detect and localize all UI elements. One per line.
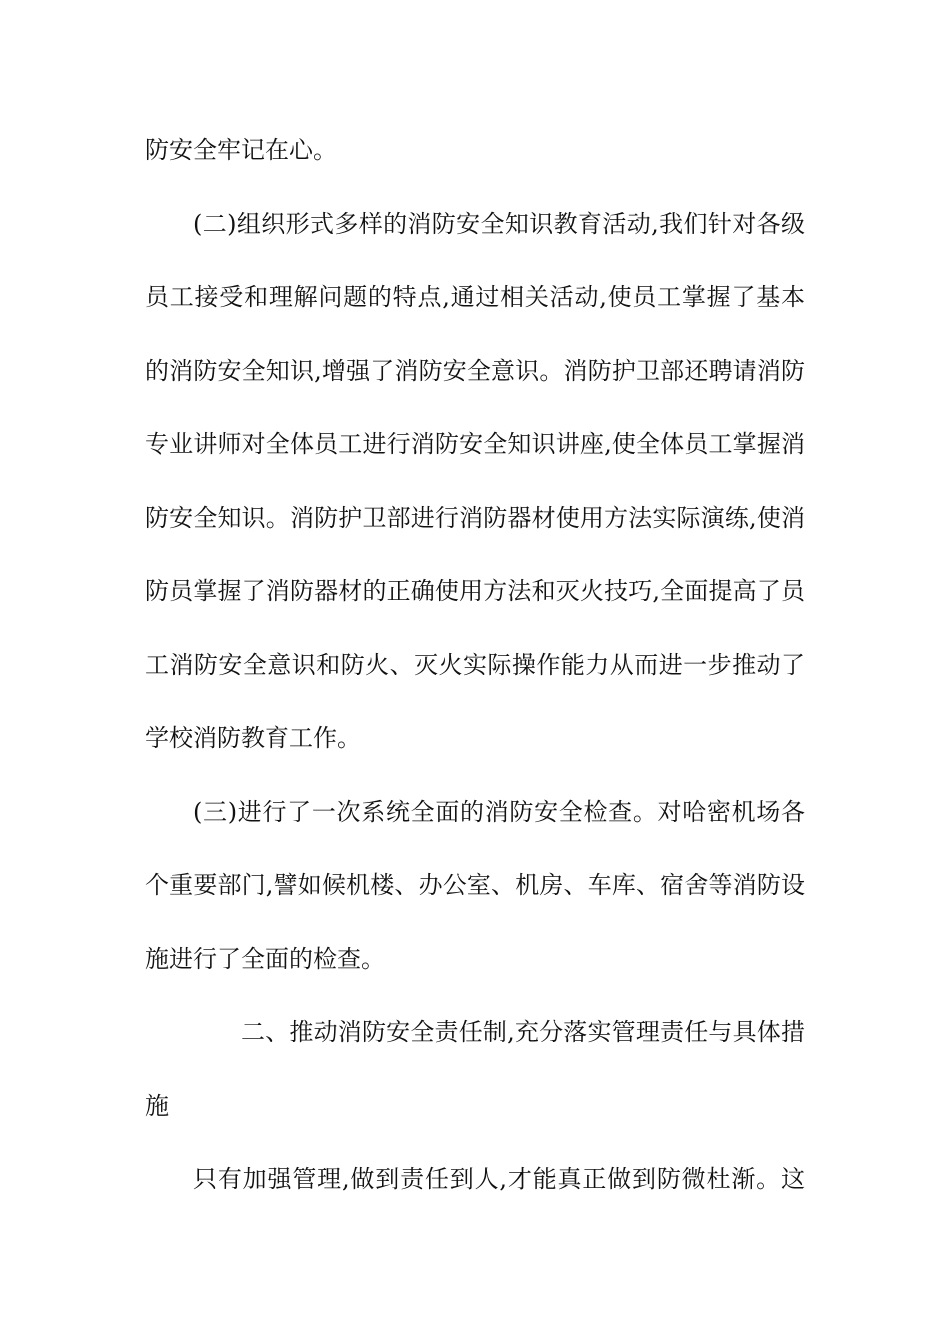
text-line: 施进行了全面的检查。 (145, 944, 385, 973)
text-line: 专业讲师对全体员工进行消防安全知识讲座,使全体员工掌握消 (145, 430, 805, 458)
text-line: 学校消防教育工作。 (145, 724, 361, 752)
section-heading: 二、推动消防安全责任制,充分落实管理责任与具体措 (241, 1018, 805, 1046)
text-line: 防安全牢记在心。 (145, 136, 337, 164)
section-heading-continuation: 施 (145, 1091, 169, 1120)
text-line: 的消防安全知识,增强了消防安全意识。消防护卫部还聘请消防 (145, 356, 805, 385)
text-line: 防员掌握了消防器材的正确使用方法和灭火技巧,全面提高了员 (145, 577, 805, 605)
text-line: 员工接受和理解问题的特点,通过相关活动,使员工掌握了基本 (145, 283, 805, 311)
paragraph-start-line: (二)组织形式多样的消防安全知识教育活动,我们针对各级 (193, 209, 805, 238)
paragraph-start-line: 只有加强管理,做到责任到人,才能真正做到防微杜渐。这 (193, 1165, 805, 1193)
text-line: 防安全知识。消防护卫部进行消防器材使用方法实际演练,使消 (145, 503, 805, 532)
text-line: 个重要部门,譬如候机楼、办公室、机房、车库、宿舍等消防设 (145, 871, 805, 899)
text-line: 工消防安全意识和防火、灭火实际操作能力从而进一步推动了 (145, 650, 805, 679)
paragraph-start-line: (三)进行了一次系统全面的消防安全检查。对哈密机场各 (193, 797, 805, 826)
body-text (145, 126, 805, 1229)
